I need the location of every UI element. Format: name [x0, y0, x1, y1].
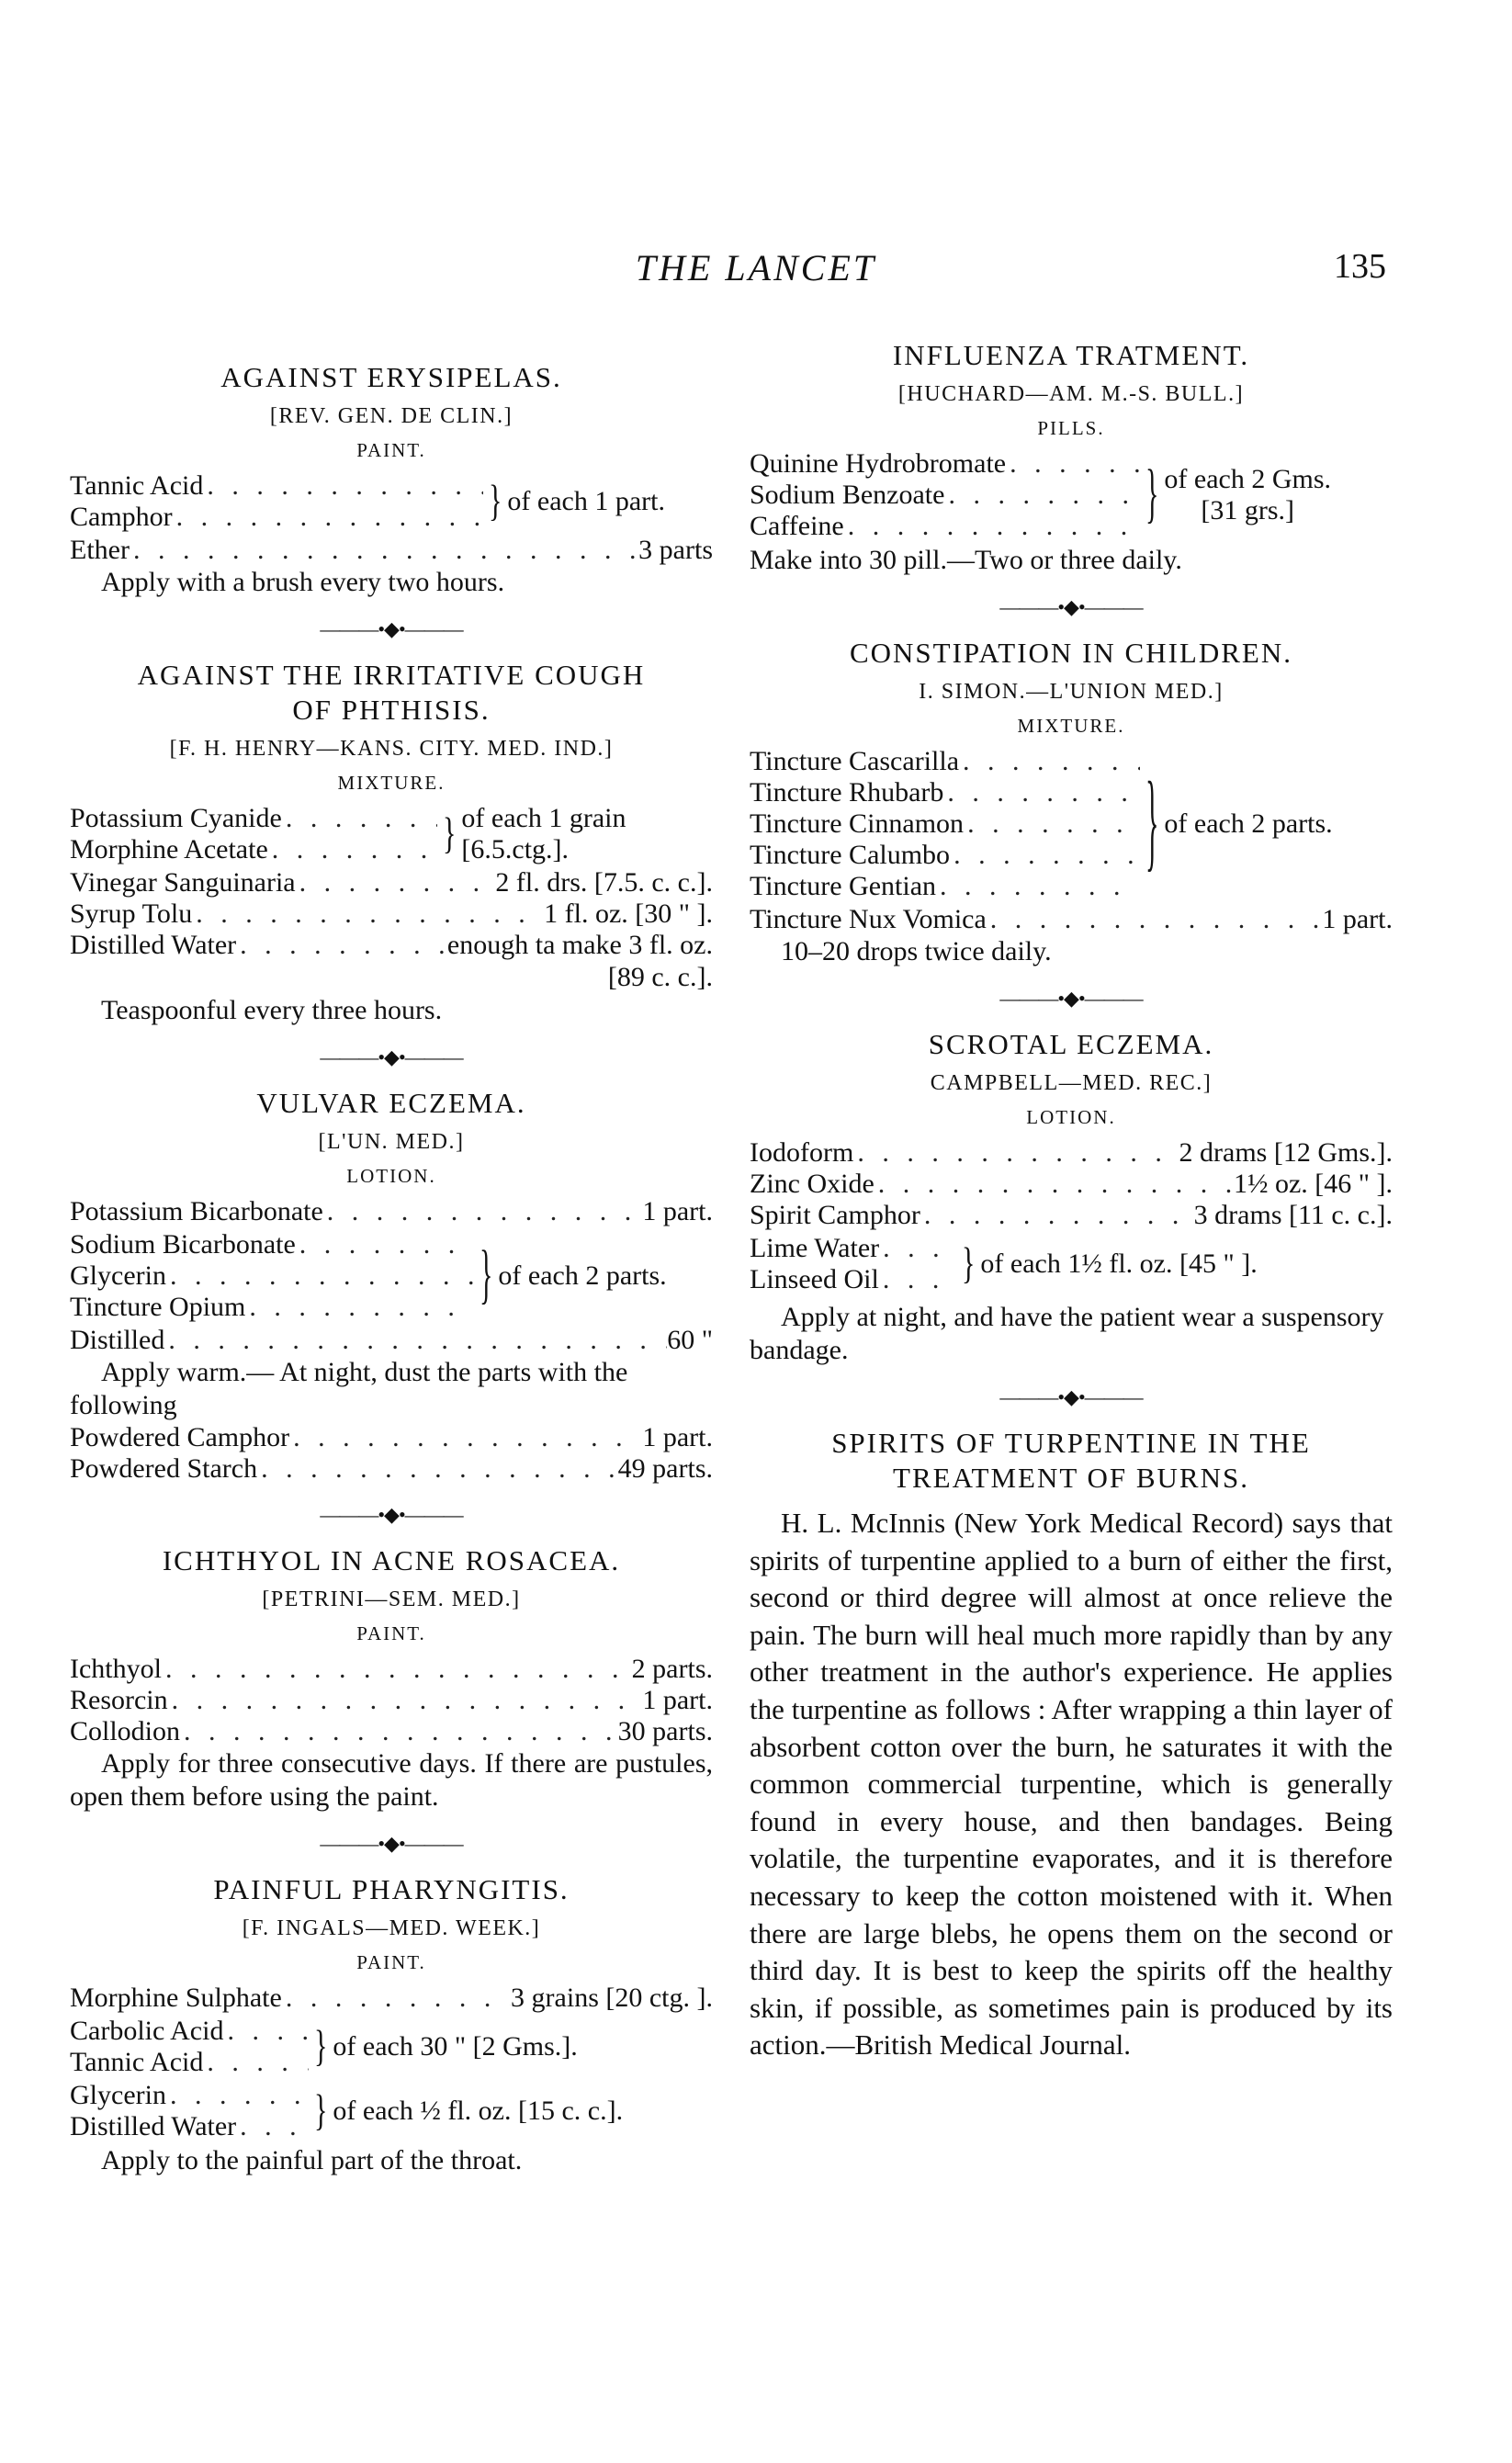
ingredient-name: Sodium Bicarbonate [70, 1229, 296, 1260]
leader-dots [245, 1292, 474, 1323]
leader-dots [853, 1137, 1179, 1169]
ingredient-name: Tincture Cinnamon [750, 808, 965, 839]
ingredient-amount: 1 part. [1322, 904, 1393, 934]
directions-note: Apply at night, and have the patient wear a suspensory bandage. [750, 1302, 1384, 1365]
ingredient-line [750, 904, 1393, 935]
ingredient-name: Camphor [70, 502, 173, 532]
preparation-form: PILLS. [1037, 417, 1105, 439]
ingredient-name: Morphine Acetate [70, 834, 268, 864]
ingredient-name: Ether [70, 535, 130, 565]
brace-glyph: } [489, 476, 502, 525]
ichthyol-section [70, 1543, 713, 1813]
leader-dots [282, 1983, 511, 2014]
right-column [750, 331, 1393, 2083]
ingredient-group [70, 2080, 713, 2142]
ingredient-line [750, 1200, 1393, 1231]
ingredient-line [750, 1137, 1393, 1169]
brace-glyph: } [480, 1238, 493, 1312]
ingredient-line [70, 1654, 713, 1685]
ingredient-name: Powdered Camphor [70, 1422, 290, 1452]
leader-dots [879, 1233, 956, 1264]
ingredient-amount: 49 parts. [617, 1453, 713, 1484]
ingredient-name: Glycerin [70, 1260, 166, 1291]
group-amount-metric: [31 grs.] [1201, 495, 1295, 525]
ingredient-line [70, 1325, 713, 1356]
ingredient-name: Vinegar Sanguinaria [70, 867, 296, 898]
leader-dots [943, 777, 1140, 808]
brace-glyph: } [962, 1238, 976, 1288]
ingredient-name: Ichthyol [70, 1654, 162, 1684]
group-amount: of each 1½ fl. oz. [45 " ]. [980, 1248, 1258, 1279]
ingredient-name: Lime Water [750, 1233, 880, 1263]
ingredient-name: Syrup Tolu [70, 898, 193, 929]
ingredient-line [70, 2047, 309, 2078]
section-title-line-2: OF PHTHISIS. [292, 694, 491, 726]
source-citation: [PETRINI—SEM. MED.] [262, 1587, 521, 1611]
leader-dots [296, 1229, 474, 1260]
source-citation: [F. H. HENRY—KANS. CITY. MED. IND.] [169, 737, 614, 761]
leader-dots [282, 803, 437, 834]
leader-dots [168, 1685, 643, 1716]
preparation-form: PAINT. [356, 1622, 426, 1644]
leader-dots [257, 1453, 618, 1485]
ingredient-line [750, 808, 1140, 840]
ingredient-name: Zinc Oxide [750, 1169, 874, 1199]
ingredient-amount: 3 parts [638, 535, 713, 565]
ingredient-line [70, 867, 713, 898]
section-title: SCROTAL ECZEMA. [928, 1028, 1214, 1060]
ingredient-line [70, 1453, 713, 1485]
ingredient-amount: 3 grains [20 ctg. ]. [511, 1983, 713, 2013]
ingredient-group [70, 2016, 713, 2078]
ingredient-line [750, 1169, 1393, 1200]
section-title-line-1: SPIRITS OF TURPENTINE IN THE [831, 1427, 1311, 1459]
preparation-form: MIXTURE. [337, 772, 446, 794]
ingredient-amount: 30 parts. [617, 1716, 713, 1746]
source-citation: I. SIMON.—L'UNION MED.] [919, 680, 1224, 704]
ingredient-name: Powdered Starch [70, 1453, 258, 1484]
preparation-form: PAINT. [356, 439, 426, 461]
ingredient-name: Sodium Benzoate [750, 480, 945, 510]
leader-dots [166, 1260, 474, 1292]
group-amount: of each 2 Gms. [1164, 464, 1332, 494]
ingredient-name: Collodion [70, 1716, 181, 1746]
directions-note: Apply warm.— At night, dust the parts with the following [70, 1357, 628, 1420]
leader-dots [844, 511, 1140, 542]
source-citation: [F. INGALS—MED. WEEK.] [242, 1916, 541, 1940]
group-amount: of each 1 grain [461, 803, 626, 833]
ingredient-name: Morphine Sulphate [70, 1983, 282, 2013]
erysipelas-section [70, 360, 713, 599]
ingredient-name: Linseed Oil [750, 1264, 879, 1294]
page-header [0, 246, 1512, 301]
ingredient-amount: 1½ oz. [46 " ]. [1233, 1169, 1393, 1199]
ingredient-group [750, 448, 1393, 542]
ingredient-name: Tincture Calumbo [750, 840, 951, 870]
ingredient-name: Tincture Rhubarb [750, 777, 944, 808]
ingredient-line [70, 1260, 474, 1292]
directions-note: Apply with a brush every two hours. [101, 567, 505, 597]
ingredient-name: Distilled Water [70, 2111, 237, 2141]
leader-dots [879, 1264, 956, 1295]
ingredient-name: Tincture Opium [70, 1292, 246, 1322]
ingredient-group [70, 1229, 713, 1323]
ingredient-line [70, 1229, 474, 1260]
ingredient-name: Glycerin [70, 2080, 166, 2110]
section-title: INFLUENZA TRATMENT. [892, 339, 1250, 371]
leader-dots [296, 867, 496, 898]
leader-dots [944, 480, 1140, 511]
ingredient-line [70, 1292, 474, 1323]
group-amount: of each 2 parts. [1164, 808, 1333, 839]
brace-glyph: } [443, 808, 457, 858]
ingredient-line [70, 502, 483, 533]
ingredient-name: Resorcin [70, 1685, 168, 1715]
ingredient-line [70, 1685, 713, 1716]
preparation-form: LOTION. [1026, 1106, 1116, 1128]
directions-note: Teaspoonful every three hours. [101, 995, 443, 1025]
ingredient-amount: 1 part. [642, 1196, 713, 1226]
ingredient-line [750, 777, 1140, 808]
ingredient-name: Caffeine [750, 511, 844, 541]
leader-dots [236, 930, 447, 961]
preparation-form: LOTION. [346, 1165, 436, 1187]
leader-dots [323, 1196, 643, 1227]
leader-dots [874, 1169, 1234, 1200]
leader-dots [203, 470, 483, 502]
leader-dots [268, 834, 437, 865]
ingredient-line [750, 871, 1140, 902]
source-citation: CAMPBELL—MED. REC.] [930, 1071, 1213, 1095]
ingredient-line [70, 898, 713, 930]
source-citation: [REV. GEN. DE CLIN.] [269, 404, 513, 428]
vulvar-section [70, 1086, 713, 1485]
directions-note: Apply for three consecutive days. If there are pustules, open them before using the paint. [70, 1748, 713, 1812]
ingredient-amount: 2 drams [12 Gms.]. [1179, 1137, 1393, 1168]
ingredient-line [70, 1196, 713, 1227]
turpentine-section [750, 1426, 1393, 2064]
ingredient-group [70, 803, 713, 865]
leader-dots [987, 904, 1323, 935]
preparation-form: MIXTURE. [1017, 715, 1125, 737]
leader-dots [920, 1200, 1194, 1231]
ingredient-amount: 1 fl. oz. [30 " ]. [544, 898, 713, 929]
leader-dots [130, 535, 638, 566]
leader-dots [236, 2111, 309, 2142]
group-amount: of each 1 part. [507, 486, 665, 516]
ingredient-line [750, 448, 1140, 480]
ingredient-amount: 2 fl. drs. [7.5. c. c.]. [495, 867, 713, 898]
group-amount: of each 30 " [2 Gms.]. [333, 2031, 578, 2062]
ingredient-name: Quinine Hydrobromate [750, 448, 1007, 479]
ingredient-line [750, 480, 1140, 511]
leader-dots [959, 746, 1140, 777]
ingredient-amount-continued: [89 c. c.]. [607, 962, 713, 992]
ingredient-name: Potassium Cyanide [70, 803, 282, 833]
group-amount: of each ½ fl. oz. [15 c. c.]. [333, 2096, 624, 2126]
ingredient-line [70, 2016, 309, 2047]
directions-note: 10–20 drops twice daily. [781, 936, 1052, 966]
ingredient-amount: 1 part. [642, 1685, 713, 1715]
ingredient-line [70, 834, 437, 865]
ingredient-line [70, 1983, 713, 2014]
ingredient-amount: 1 part. [642, 1422, 713, 1452]
ingredient-name: Tincture Gentian [750, 871, 937, 901]
ingredient-amount: 60 " [667, 1325, 713, 1355]
ingredient-line [70, 2111, 309, 2142]
section-title: VULVAR ECZEMA. [256, 1087, 526, 1119]
ingredient-line [70, 535, 713, 566]
section-separator: ———•◆•——— [999, 987, 1143, 1010]
ingredient-line [70, 803, 437, 834]
section-title-line-1: AGAINST THE IRRITATIVE COUGH [137, 659, 646, 691]
brace-glyph: } [314, 2021, 328, 2071]
ingredient-name: Tincture Cascarilla [750, 746, 960, 776]
ingredient-line [750, 1264, 956, 1295]
leader-dots [162, 1654, 632, 1685]
section-title: CONSTIPATION IN CHILDREN. [849, 637, 1292, 669]
phthisis-section [70, 658, 713, 1027]
ingredient-amount: 3 drams [11 c. c.]. [1193, 1200, 1393, 1230]
leader-dots [164, 1325, 667, 1356]
brace-glyph: } [1145, 762, 1159, 883]
ingredient-line [70, 1716, 713, 1747]
leader-dots [950, 840, 1140, 871]
ingredient-line [70, 930, 713, 961]
section-separator: ———•◆•——— [999, 595, 1143, 618]
section-title-line-2: TREATMENT OF BURNS. [893, 1462, 1249, 1494]
ingredient-amount: enough ta make 3 fl. oz. [446, 930, 713, 960]
ingredient-name: Tannic Acid [70, 470, 204, 501]
leader-dots [936, 871, 1140, 902]
ingredient-amount: 2 parts. [631, 1654, 713, 1684]
influenza-section [750, 338, 1393, 577]
brace-glyph: } [314, 2085, 328, 2135]
directions-note: Apply to the painful part of the throat. [101, 2145, 523, 2175]
leader-dots [173, 502, 483, 533]
ingredient-line [70, 470, 483, 502]
ingredient-line [750, 1233, 956, 1264]
pharyngitis-section [70, 1872, 713, 2177]
ingredient-name: Tannic Acid [70, 2047, 204, 2077]
section-separator: ———•◆•——— [320, 1832, 463, 1855]
ingredient-line [750, 746, 1140, 777]
brace-glyph: } [1145, 458, 1159, 531]
ingredient-name: Distilled [70, 1325, 165, 1355]
ingredient-line [70, 1422, 713, 1453]
section-title: AGAINST ERYSIPELAS. [220, 361, 562, 393]
ingredient-line [750, 840, 1140, 871]
source-citation: [L'UN. MED.] [318, 1130, 465, 1154]
ingredient-name: Distilled Water [70, 930, 237, 960]
ingredient-name: Spirit Camphor [750, 1200, 920, 1230]
leader-dots [203, 2047, 309, 2078]
ingredient-group [70, 470, 713, 533]
source-citation: [HUCHARD—AM. M.-S. BULL.] [897, 382, 1245, 406]
left-column [70, 331, 713, 2196]
ingredient-name: Iodoform [750, 1137, 854, 1168]
leader-dots [180, 1716, 618, 1747]
leader-dots [192, 898, 544, 930]
constipation-section [750, 636, 1393, 968]
leader-dots [1006, 448, 1140, 480]
group-amount: of each 2 parts. [498, 1260, 667, 1291]
section-separator: ———•◆•——— [320, 1045, 463, 1068]
directions-note: Make into 30 pill.—Two or three daily. [750, 545, 1182, 575]
section-separator: ———•◆•——— [320, 1503, 463, 1526]
ingredient-line [70, 2080, 309, 2111]
section-separator: ———•◆•——— [999, 1385, 1143, 1408]
ingredient-name: Potassium Bicarbonate [70, 1196, 323, 1226]
page-number: 135 [1334, 247, 1386, 286]
ingredient-line [750, 511, 1140, 542]
ingredient-group [750, 746, 1393, 902]
section-title: PAINFUL PHARYNGITIS. [213, 1873, 570, 1905]
ingredient-name: Tincture Nux Vomica [750, 904, 987, 934]
scrotal-section [750, 1027, 1393, 1367]
section-separator: ———•◆•——— [320, 617, 463, 640]
ingredient-group [750, 1233, 1393, 1295]
leader-dots [964, 808, 1140, 840]
article-body: H. L. McInnis (New York Medical Record) says that spirits of turpentine applied to a burn of either the first, second or third degree will almost at once relieve the pain. The burn will heal much more rapidly than by any other treatment in the author's experience. He applies the turpentine as follows : After wrapping a thin layer of absorbent cotton over the burn, he saturates it with the common commercial turpentine, which is generally found in every house, and then bandages. Being volatile, the turpentine evaporates, and it is therefore necessary to keep the cotton moistened with it. When there are large blebs, he opens them on the second or third day. It is best to keep the spirits off the healthy skin, if possible, as sometimes pain is produced by its action.—British Medical Journal. [750, 1507, 1393, 2062]
group-amount-metric: [6.5.ctg.]. [461, 834, 570, 864]
section-title: ICHTHYOL IN ACNE ROSACEA. [162, 1544, 621, 1576]
ingredient-name: Carbolic Acid [70, 2016, 224, 2046]
running-title: THE LANCET [635, 247, 877, 288]
leader-dots [166, 2080, 309, 2111]
preparation-form: PAINT. [356, 1951, 426, 1973]
leader-dots [223, 2016, 309, 2047]
leader-dots [289, 1422, 642, 1453]
